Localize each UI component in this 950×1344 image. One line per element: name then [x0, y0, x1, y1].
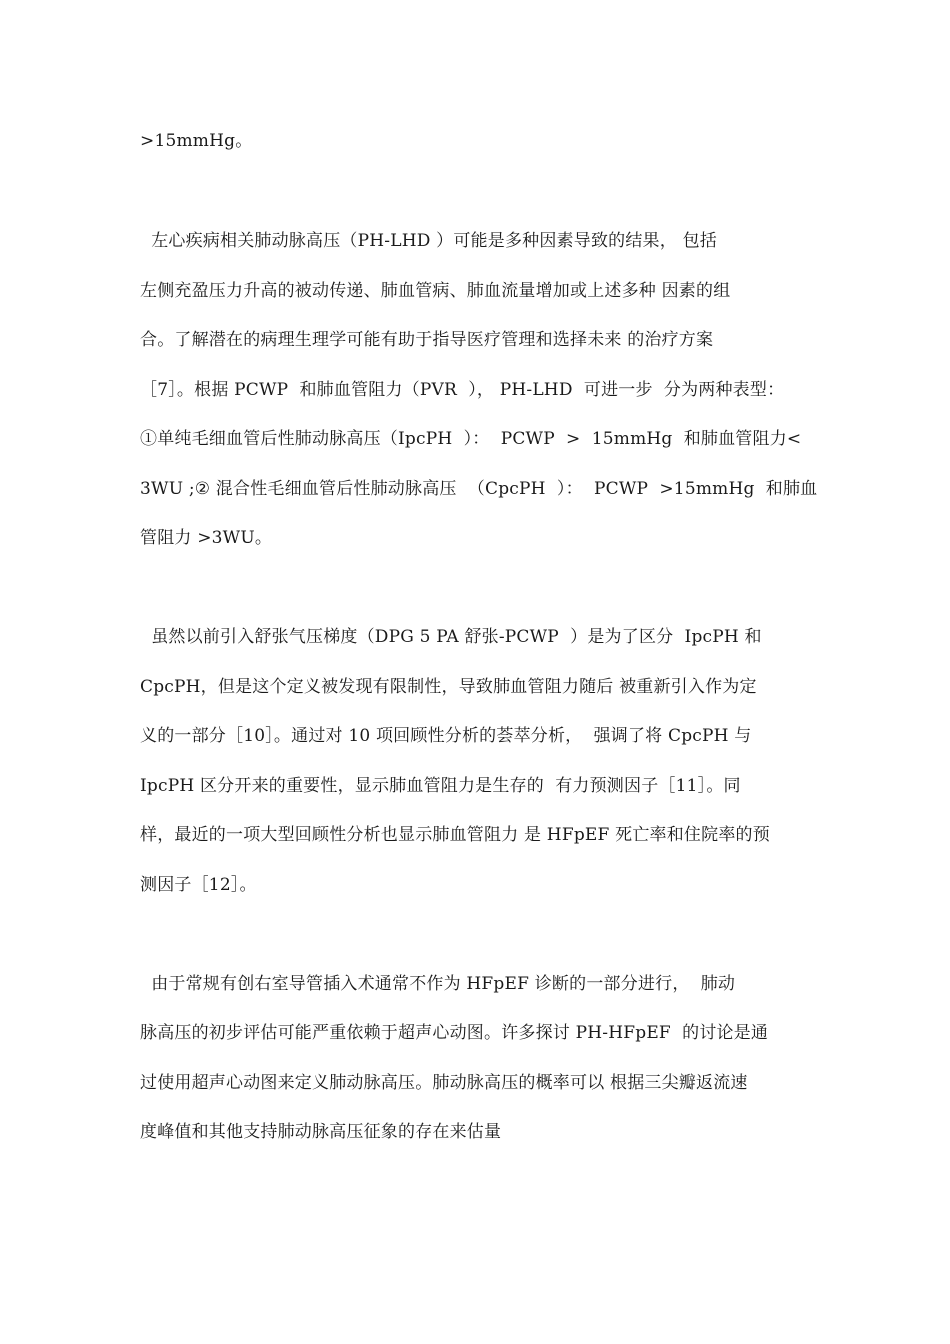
paragraph-2-line-7: 管阻力 >3WU。: [140, 528, 273, 548]
paragraph-3-line-1: 虽然以前引入舒张气压梯度（DPG 5 PA 舒张-PCWP ）是为了区分 IpcPH 和: [140, 627, 762, 647]
paragraph-3-line-6: 测因子［12］。: [140, 875, 257, 895]
paragraph-2-line-1: 左心疾病相关肺动脉高压（PH-LHD ）可能是多种因素导致的结果， 包括: [140, 231, 717, 251]
paragraph-2-line-3: 合。了解潜在的病理生理学可能有助于指导医疗管理和选择未来 的治疗方案: [140, 330, 714, 350]
paragraph-3-line-2: CpcPH，但是这个定义被发现有限制性，导致肺血管阻力随后 被重新引入作为定: [140, 677, 757, 697]
paragraph-2-line-2: 左侧充盈压力升高的被动传递、肺血管病、肺血流量增加或上述多种 因素的组: [140, 281, 731, 301]
paragraph-4-line-1: 由于常规有创右室导管插入术通常不作为 HFpEF 诊断的一部分进行， 肺动: [140, 974, 736, 994]
paragraph-2-line-6: 3WU ;② 混合性毛细血管后性肺动脉高压 （CpcPH ）： PCWP >15mmHg 和肺血: [140, 479, 818, 499]
paragraph-3-line-3: 义的一部分［10］。通过对 10 项回顾性分析的荟萃分析， 强调了将 CpcPH 与: [140, 726, 752, 746]
paragraph-3-line-4: IpcPH 区分开来的重要性，显示肺血管阻力是生存的 有力预测因子［11］。同: [140, 776, 741, 796]
paragraph-2-line-4: ［7］。根据 PCWP 和肺血管阻力（PVR ）， PH-LHD 可进一步 分为两种表型：: [140, 380, 785, 400]
paragraph-1-line-1: >15mmHg。: [140, 131, 253, 151]
paragraph-2-line-5: ①单纯毛细血管后性肺动脉高压（IpcPH ）： PCWP > 15mmHg 和肺血管阻力<: [140, 429, 802, 449]
paragraph-4-line-2: 脉高压的初步评估可能严重依赖于超声心动图。许多探讨 PH-HFpEF 的讨论是通: [140, 1023, 769, 1043]
paragraph-4-line-4: 度峰值和其他支持肺动脉高压征象的存在来估量: [140, 1122, 502, 1142]
paragraph-3-line-5: 样，最近的一项大型回顾性分析也显示肺血管阻力 是 HFpEF 死亡率和住院率的预: [140, 825, 770, 845]
paragraph-4-line-3: 过使用超声心动图来定义肺动脉高压。肺动脉高压的概率可以 根据三尖瓣返流速: [140, 1073, 748, 1093]
